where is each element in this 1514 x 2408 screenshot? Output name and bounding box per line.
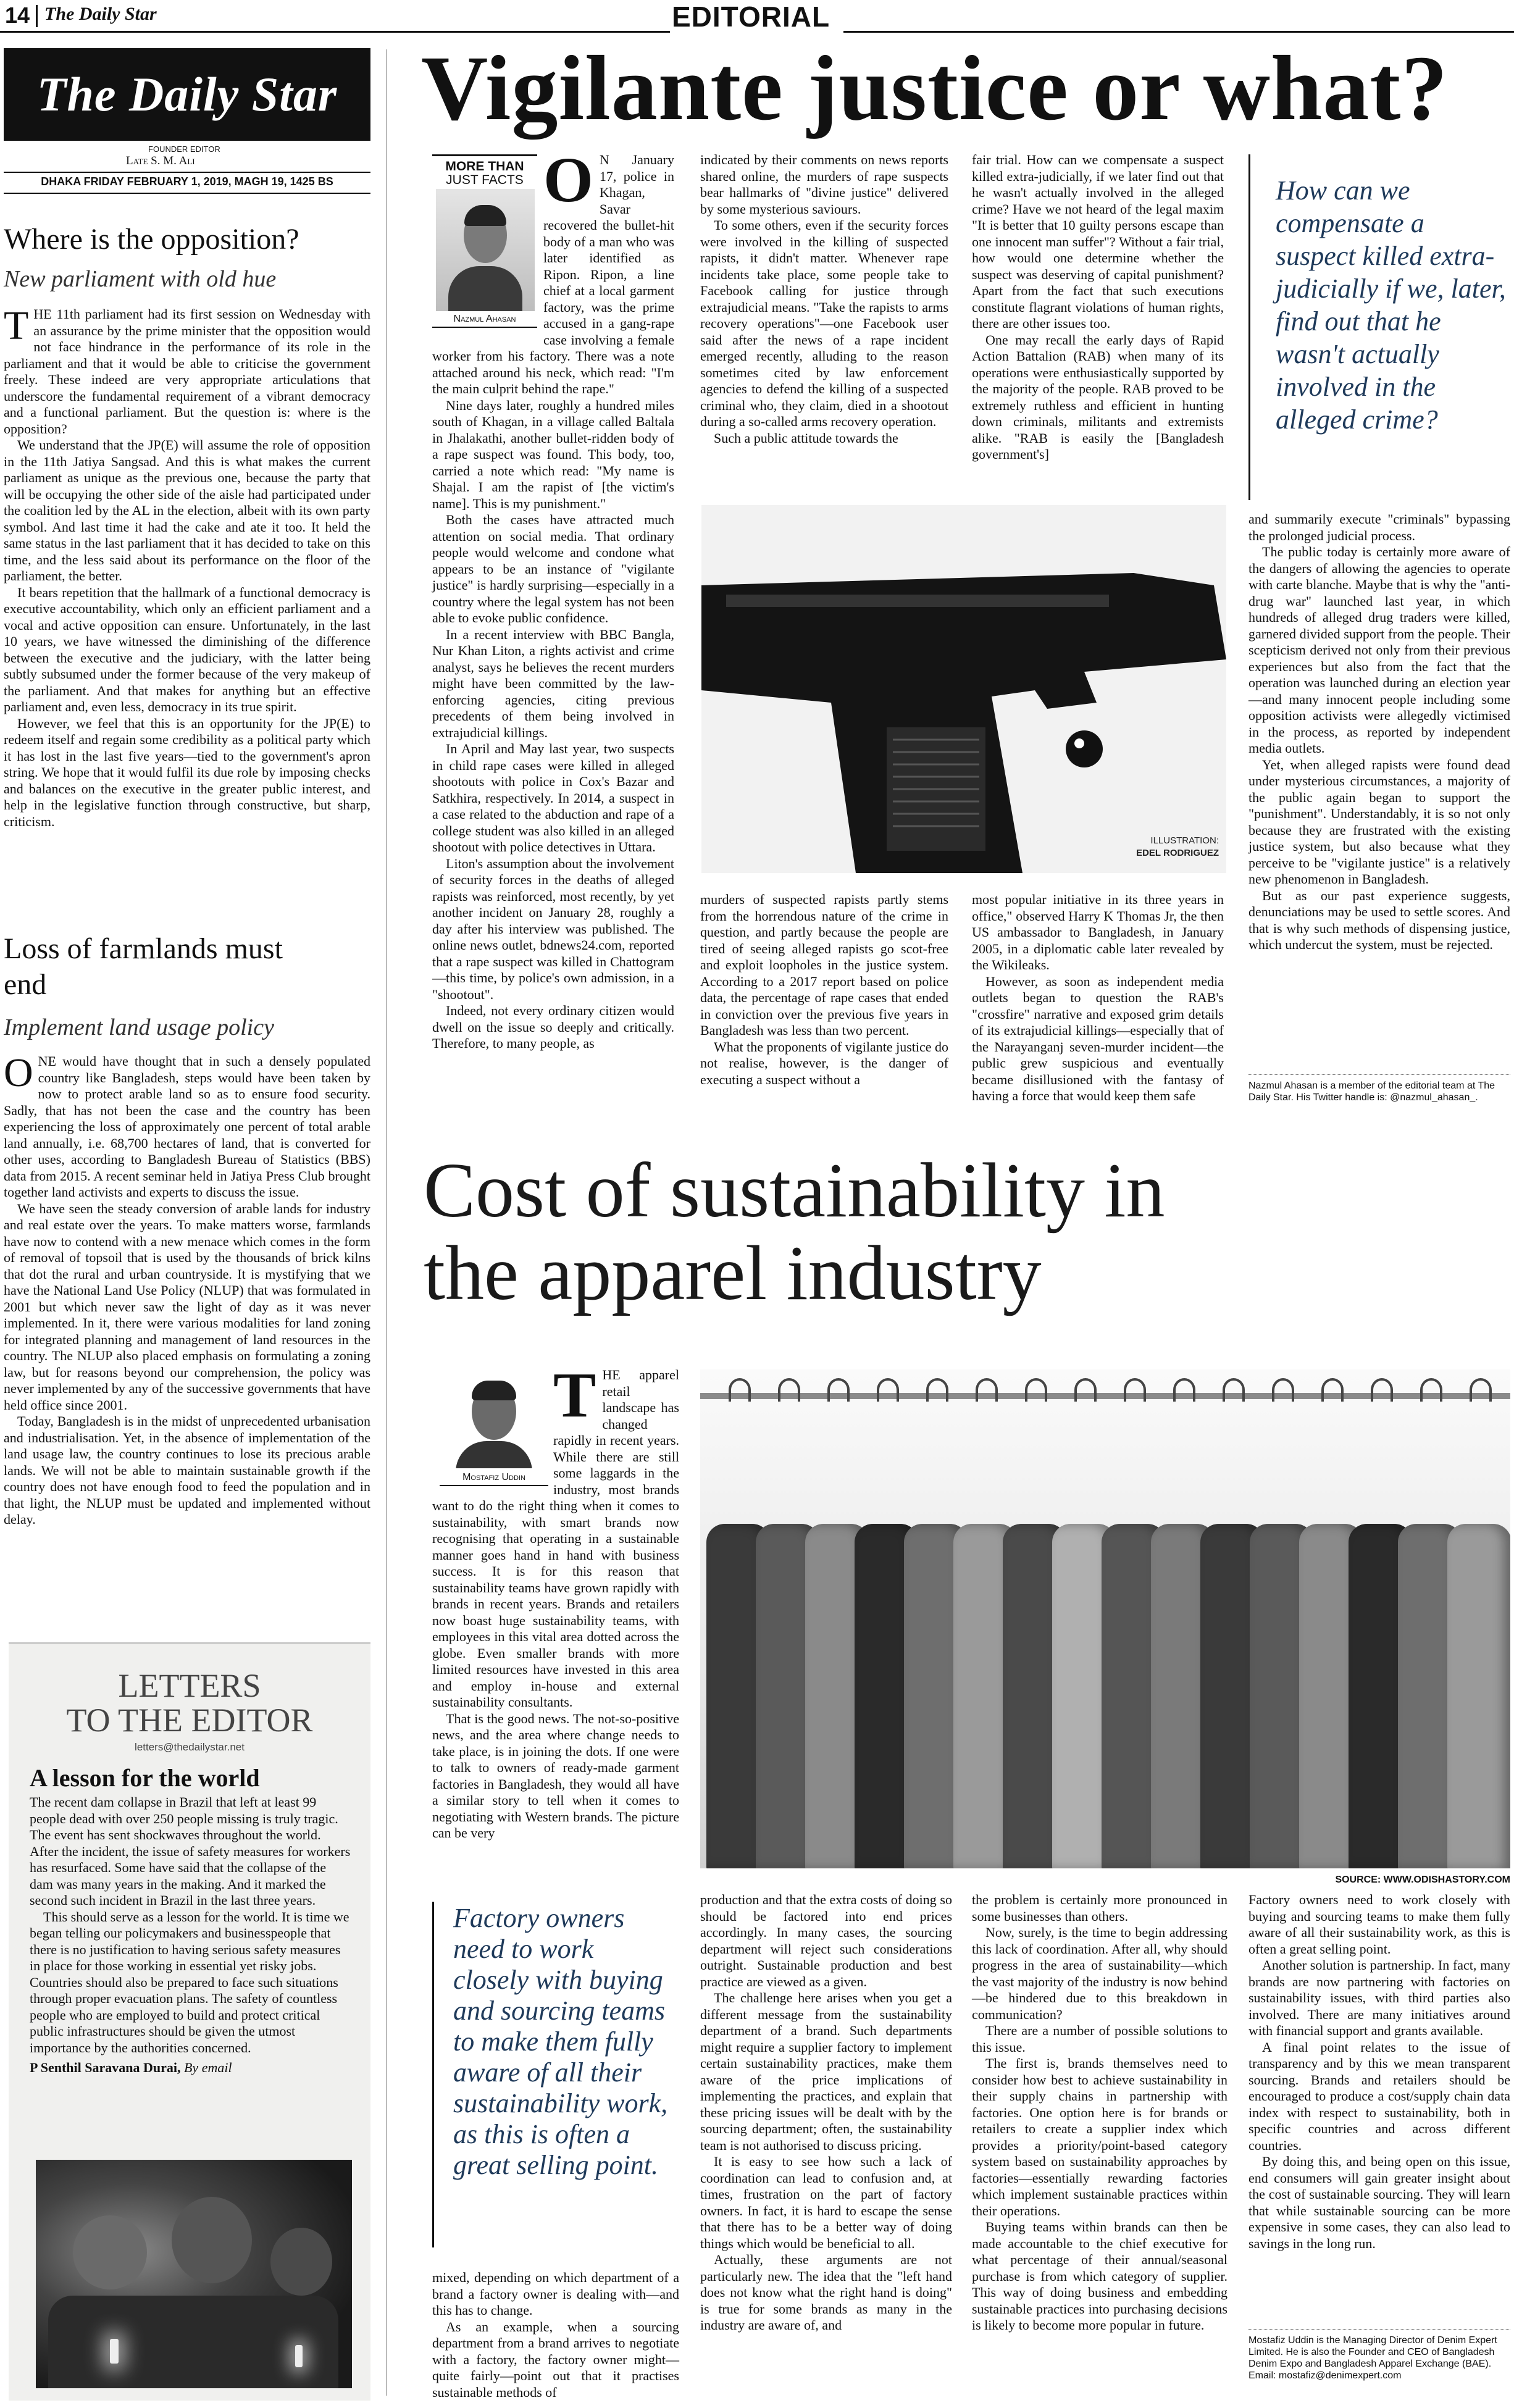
photo-source: SOURCE: WWW.ODISHASTORY.COM [1335,1875,1510,1885]
founder-name: Late S. M. Ali [126,154,195,167]
author-name: Nazmul Ahasan [432,314,537,328]
hanger-icon [976,1378,998,1402]
article1-col2-bottom: murders of suspected rapists partly stems from the horrendous nature of the crime in question, and partly because the people are tired of seeing alleged rapists go scot-free and exploit loopholes in the justice system. According to a 2017 report based on police data, the percentage of rape cases that ended in conviction over the previous five years in Bangladesh was less than two percent. What the proponents of vigilante justice do not realise, however, is the danger of executing a suspect without a [700,892,949,1087]
letters-email[interactable]: letters@thedailystar.net [135,1741,245,1753]
eye-icon [1036,721,1132,814]
hanger-icon [1420,1378,1442,1402]
article2-col4: Factory owners need to work closely with buying and sourcing teams to make them fully aware of all their sustainability work, as this is often a great selling point. Another solution is partnership. In fact, many brands are now partnering with factories on sustainability issues, with third parties also involved. There are many initiatives around with financial support and grants available. A final point relates to the issue of transparency and by this we mean transparent sourcing. Brands and retailers should be encouraged to produce a cost/supply chain data index with respect to sustainability, both in specific countries and across different countries. By doing this, and being open on this issue, end consumers will gain greater insight about the cost of sustainable sourcing. They will learn that while sustainable sourcing can be more expensive in some cases, they can also lead to savings in the long run. [1248,1892,1510,2251]
article2-col1-bottom: mixed, depending on which department of a brand a factory owner is dealing with—and this has to change. As an example, when a sourcing department from a brand arrives to negotiate with a factory, the factory owner might—quite fairly—point out that it practises sustainable methods of [432,2270,679,2400]
hanger-icon [1272,1378,1294,1402]
letter-photo [36,2160,352,2388]
dropcap: O [4,1050,33,1095]
page-number: 14 [5,2,30,28]
editorial-subtitle: New parliament with old hue [4,266,277,292]
paper-name-small: The Daily Star [44,4,157,24]
illustration-label: ILLUSTRATION: [1150,835,1219,846]
masthead-logo [4,48,370,141]
article2-col2: production and that the extra costs of doing so should be factored into end prices accordingly. In many cases, the sourcing department will reject such considerations outright. Sustainable production and best practice are viewed as a given. The challenge here arises when you get a different message from the sustainability department of a brand. Such departments might require a supplier factory to implement certain sustainability practices, make them aware of the price implications of implementing the practices, and explain that these pricing issues will be dealt with by the sourcing department; often, the sustainability team is not authorised to discuss pricing. It is easy to see how such a lack of coordination can lead to confusion and, at times, frustration on the part of factory owners. In fact, it is hard to escape the sense that there has to be a better way of doing things which would be beneficial to all. Actually, these arguments are not particularly new. The idea that the "left hand does not know what the right hand is doing" is true for some brands as many in the industry are aware of, and [700,1892,952,2333]
hanger-icon [1025,1378,1047,1402]
gun-icon [701,573,1226,873]
editorial-title: Where is the opposition? [4,223,299,256]
headline-sustainability: Cost of sustainability in the apparel industry [424,1148,1165,1316]
shirt [1447,1524,1510,1868]
section-label: EDITORIAL [672,1,830,33]
dropcap: T [4,303,29,348]
letters-box [9,1642,370,2401]
founder-label: FOUNDER EDITOR [148,144,220,154]
letters-header: LETTERS TO THE EDITOR [66,1667,313,1739]
dropcap: O [543,144,593,215]
article2-col1: THE apparel retail landscape has changed rapidly in recent years. While there are still some laggards in the industry, most brands want to do the right thing when it comes to sustainability, with smart brands now recognising that operating in a sustainable manner goes hand in hand with business success. It is for this reason that sustainability teams have grown rapidly with brands in recent years. Brands and retailers now boast huge sustainability teams, with employees in this vital area dotted across the globe. Even smaller brands with more limited resources have invested in this area and employ in-house and external sustainability consultants. That is the good news. The not-so-positive news, and the area where change needs to take place, is in joining the dots. If one were to talk to owners of ready-made garment factories in Bangladesh, they would all have a similar story to tell when it comes to negotiating with Western brands. The picture can be very [432,1360,679,1841]
hanger-icon [827,1378,850,1402]
logo-text: The Daily Star [36,67,338,121]
article1-col2: indicated by their comments on news reports shared online, the murders of rape suspects bear hallmarks of "divine justice" delivered by some mysterious saviours. To some others, even if the security forces were involved in the killing of suspected rapists, it didn't matter. Whenever rape incidents take place, some people take to Facebook calling for justice through extrajudicial means. "Take the rapists to arms recovery operations"—one Facebook user said after the news of a rape incident emerged recently, alluding to the reason sometimes cited by law enforcement agencies to defend the killing of a suspected criminal who, they claim, died in a shootout during a so-called arms recovery operation. Such a public attitude towards the [700,152,948,446]
hanger-icon [1371,1378,1393,1402]
editorial-body-2: ONE would have thought that in such a densely populated country like Bangladesh, steps would have been taken by now to protect arable land so as to ensure food security. Sadly, that has not been the case and the country has been experiencing the loss of approximately one percent of total arable land annually, i.e. 68,700 hectares of land, that is converted for other uses, according to Bangladesh Bureau of Statistics (BBS) data from 2015. A recent seminar held in Jatiya Press Club brought together land activists and experts to discuss the issue. We have seen the steady conversion of arable lands for industry and real estate over the years. To make matters worse, farmlands have now to contend with a new menace which comes in the form of removal of topsoil that is used by the thousands of brick kilns that dot the rural and urban countryside. It is mystifying that we have the National Land Use Policy (NLUP) that was formulated in 2001 but which never saw the light of day as it was never implemented. In it, there were various modalities for land zoning for integrated planning and management of land resources in the country. The NLUP also placed emphasis on formulating a zoning law, but for reasons beyond our comprehension, the policy was never implemented by any of the successive governments that have held office since 2001. Today, Bangladesh is in the midst of unprecedented urbanisation and industrialisation. Yet, in the absence of implementation of the land usage law, the country continues to lose its precious arable lands. We will not be able to maintain sustainable growth if the country does not have enough food to feed the population and in that light, the NLUP must be updated and implemented without delay. [4,1050,370,1527]
hanger-icon [1074,1378,1097,1402]
dropcap: T [553,1360,596,1431]
author-name-2: Mostafiz Uddin [440,1472,548,1486]
article2-col3: the problem is certainly more pronounced in some businesses than others. Now, surely, is the time to begin addressing this lack of coordination. After all, why should progress in the area of sustainability—which the vast majority of the industry is now behind—be hindered due to this breakdown in communication? There are a number of possible solutions to this issue. The first is, brands themselves need to consider how best to achieve sustainability in their supply chains in partnership with factories. One option here is for brands or retailers to create a supplier index which provides a priority/point-based category system based on sustainability approaches by factories—essentially rewarding factories which implement sustainable practices within their operations. Buying teams within brands can then be made accountable to the chief executive for what percentage of their annual/seasonal purchase is from which category of supplier. This way of doing business and embedding sustainable practices into purchasing decisions is likely to become more popular in future. [972,1892,1228,2333]
hanger-icon [1124,1378,1146,1402]
headline-vigilante: Vigilante justice or what? [421,37,1449,140]
pull-quote-2: Factory owners need to work closely with buying and sourcing teams to make them fully aware of all their sustainability work, as this is often a great selling point. [453,1903,668,2180]
hanger-icon [1173,1378,1195,1402]
hanger-icon [1470,1378,1492,1402]
article1-col3-bottom: most popular initiative in its three years in office," observed Harry K Thomas Jr, the then US ambassador to Bangladesh, in January 2005, in a diplomatic cable later revealed by the Wikileaks. However, as soon as independent media outlets began to question the RAB's "crossfire" narrative and exposed grim details of its extrajudicial killings—especially that of the Narayanganj seven-murder incident—the public grew suspicious and eventually became disillusioned with the fantasy of having a force that would keep them safe [972,892,1224,1103]
letter-body: The recent dam collapse in Brazil that left at least 99 people dead with over 250 people missing is truly tragic. The event has sent shockwaves throughout the world. After the incident, the issue of safety measures for workers has resurfaced. Some have said that the collapse of the dam was many years in the making. And it marked the second such incident in Brazil in the last three years. This should serve as a lesson for the world. It is time we began telling our policymakers and businesspeople that there is no justification to having serious safety measures in place for those working in essential yet risky jobs. Countries should also be prepared to face such situations through proper evacuation plans. The safety of countless people who are employed to build and protect critical public infrastructures should be given the utmost importance by the authorities concerned. P Senthil Saravana Durai, By email [30,1794,351,2075]
article1-col3: fair trial. How can we compensate a suspect killed extra-judicially, if we later find out that he wasn't actually involved in the alleged crime? Have we not heard of the legal maxim "It is better that 10 guilty persons escape than one innocent man suffer"? Without a fair trial, how would one determine whether the suspect was deserving of capital punishment? Apart from the fact that such executions constitute flagrant violations of human rights, there are other issues too. One may recall the early days of Rapid Action Battalion (RAB) when many of its operations were enthusiastically supported by the majority of the people. RAB proved to be extremely ruthless and efficient in hunting down criminals, militants and extremists alike. "RAB is easily the [Bangladesh government's] [972,152,1224,462]
letter-title: A lesson for the world [30,1764,260,1792]
illustration-gun [701,505,1226,873]
illustration-credit: EDEL RODRIGUEZ [1136,848,1219,858]
hanger-icon [729,1378,751,1402]
author-bio-2: Mostafiz Uddin is the Managing Director of Denim Expert Limited. He is also the Founder and CEO of Bangladesh Denim Expo and Bangladesh Apparel Exchange (BAE). Email: mostafiz@denimexpert.com [1248,2329,1510,2381]
hanger-icon [778,1378,800,1402]
article1-col4: and summarily execute "criminals" bypassing the prolonged judicial process. The public today is certainly more aware of the dangers of allowing the agencies to operate with carte blanche. Maybe that is why the "anti-drug war" launched last year, in which hundreds of alleged drug traders were killed, garnered divided support from the people. Their scepticism derived not only from their previous experiences but also from the fact that the operation was launched during an election year—and many innocent people including some opposition activists were allegedly victimised in the process, as reported by independent media outlets. Yet, when alleged rapists were found dead under mysterious circumstances, a majority of the public again began to support the "punishment". Understandably, it is so not only because they are frustrated with the existing justice system, but also because what they perceive to be "vigilante justice" is a relatively new phenomenon in Bangladesh. But as our past experience suggests, denunciations may be used to settle scores. And that is why such methods of dispensing justice, which undercut the system, must be rejected. [1248,511,1510,952]
photo-clothes-rack [700,1369,1510,1868]
hanger-icon [1223,1378,1245,1402]
hanger-icon [926,1378,948,1402]
pull-quote: How can we compensate a suspect killed extra-judicially if we, later, find out that he wasn't actually involved in the alleged crime? [1276,175,1506,435]
column-tag: MORE THAN JUST FACTS [432,154,537,187]
garment-row [700,1369,1510,1868]
editorial-subtitle-2: Implement land usage policy [4,1014,274,1040]
author-bio: Nazmul Ahasan is a member of the editorial team at The Daily Star. His Twitter handle is: @nazmul_ahasan_. [1248,1074,1510,1103]
dateline: DHAKA FRIDAY FEBRUARY 1, 2019, MAGH 19, 1425 BS [41,175,333,188]
editorial-title-2: Loss of farmlands must end [4,932,283,1001]
hanger-icon [877,1378,899,1402]
editorial-body: THE 11th parliament had its first session on Wednesday with an assurance by the prime minister that the opposition would not face hindrance in the performance of its role in the parliament and that it would be able to criticise the government freely. These indeed are very appropriate articulations that underscore the fundamental requirement of a vibrant democracy and a functional parliament. But the question is: where is the opposition? We understand that the JP(E) will assume the role of opposition in the 11th Jatiya Sangsad. And this is what makes the current parliament as unique as the previous one, because the party that will be occupying the other side of the aisle had participated under the coalition led by the AL in the election, albeit with its own party symbol. And last time it had the cake and ate it too. It held the same status in the last parliament that it has decided to take on this time, and the less said about its performance on the floor of the parliament, the better. It bears repetition that the hallmark of a functional democracy is executive accountability, which only an efficient parliament and a vocal and active opposition can ensure. Unfortunately, in the last 10 years, we have witnessed the diminishing of the difference between the executive and the judiciary, with the latter being subtly subsumed under the former because of the very makeup of the parliament. And that makes for anything but an effective parliament and, even less, democracy in its true spirit. However, we feel that this is an opportunity for the JP(E) to redeem itself and regain some credibility as a political party which it has lost in the last five years—tied to the government's apron string. We hope that it would fulfil its due role by imposing checks and balances on the executive in the greater public interest, and help in the legislative function through constructive, but sharp, criticism. [4,303,370,829]
hanger-icon [1321,1378,1344,1402]
article1-col1: O N January 17, police in Khagan, Savar recovered the bullet-hit body of a man who was later identified as Ripon. Ripon, a line chief at a local garment factory, was the prime accused in a gang-rape case involving a female worker from his factory. There was a note attached around his neck, which read: "I'm the main culprit behind the rape." Nine days later, roughly a hundred miles south of Khagan, in a village called Baltala in Jhalakathi, another bullet-ridden body of a rape suspect was found. This body, too, carried a note which read: "My name is Shajal. I am the rapist of [the victim's name]. This is my punishment." Both the cases have attracted much attention on social media. That ordinary people would welcome and condone what appears to be an instance of "vigilante justice" is hardly surprising—especially in a country where the legal system has not been able to evoke public confidence. In a recent interview with BBC Bangla, Nur Khan Liton, a rights activist and crime analyst, says he believes the recent murders might have been committed by the law-enforcing agencies, citing previous precedents of them being involved in extrajudicial killings. In April and May last year, two suspects in child rape cases were killed in alleged shootouts with police in Cox's Bazar and Satkhira, respectively. In 2014, a suspect in a case related to the abduction and rape of a college student was also killed in an alleged shootout with police detectives in Uttara. Liton's assumption about the involvement of security forces in the deaths of alleged rapists was reinforced, most recently, by yet another incident on January 28, roughly a day after his interview was published. The online news outlet, bdnews24.com, reported that a rape suspect was killed in Chattogram—this time, by police's own admission, in a "shootout". Indeed, not every ordinary citizen would dwell on the issue so deeply and critically. Therefore, to many people, as [432,144,674,1051]
